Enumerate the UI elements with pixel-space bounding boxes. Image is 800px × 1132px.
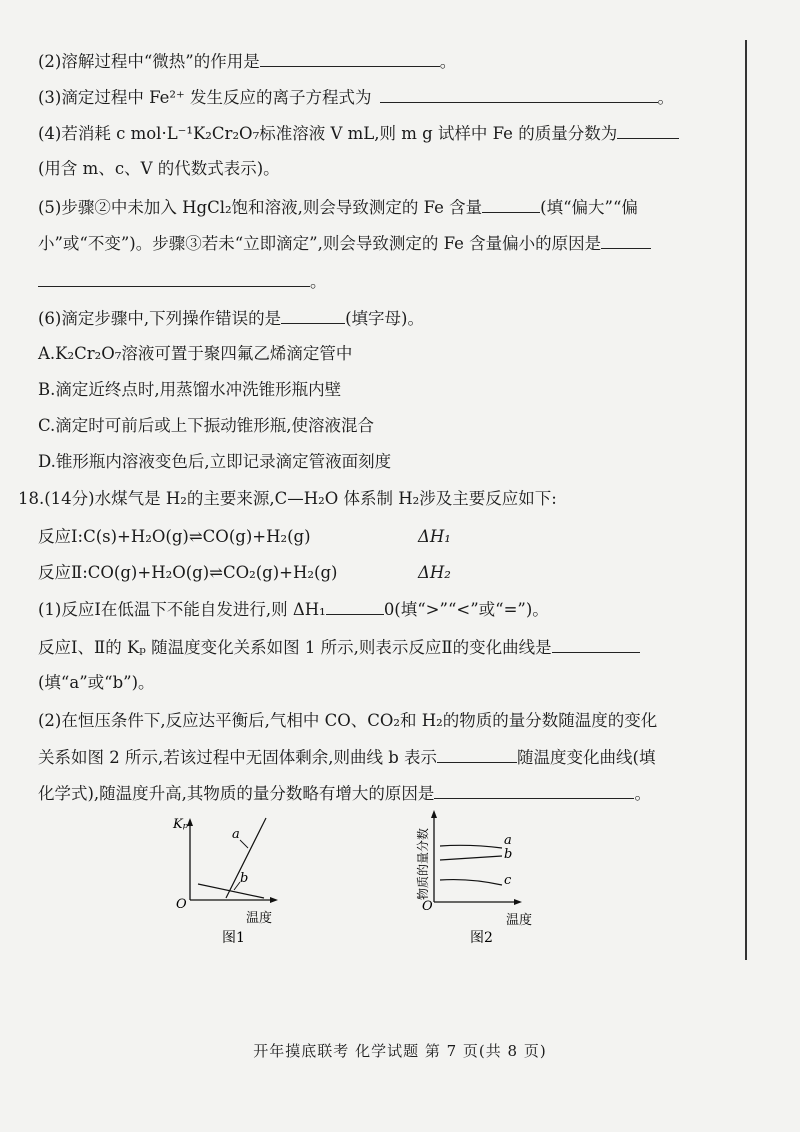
page-footer: 开年摸底联考 化学试题 第 7 页(共 8 页) [253,1042,547,1060]
fig1-caption: 图1 [222,930,245,946]
q17-part5-cont: 小”或“不变”)。步骤③若未“立即滴定”,则会导致测定的 Fe 含量偏小的原因是 [38,232,651,255]
fig1-ylabel: Kₚ [173,817,188,832]
fig2-y-arrow [431,810,437,818]
q18-part2-cont2: 化学式),随温度升高,其物质的量分数略有增大的原因是 。 [38,784,651,803]
q17-part2: (2)溶解过程中“微热”的作用是 。 [38,52,457,71]
answer-blank[interactable] [281,307,345,324]
figure-2 [410,806,550,952]
fig1-origin: O [176,897,187,912]
fig2-curve-b [440,856,502,860]
fig2-label-c: c [504,873,512,888]
answer-blank[interactable] [326,598,384,615]
q18-part1: (1)反应Ⅰ在低温下不能自发进行,则 ΔH₁ 0(填“>”“<”或“=”)。 [38,600,549,619]
fig2-caption: 图2 [470,930,493,946]
margin-rule [745,40,747,960]
q18-part1-fill: (填“a”或“b”)。 [38,673,155,692]
q17-part4: (4)若消耗 c mol·L⁻¹K₂Cr₂O₇标准溶液 V mL,则 m g 试样中 Fe 的质量分数为 [38,122,679,145]
answer-blank[interactable] [601,232,651,249]
figure-1 [160,812,310,952]
fig2-label-a: a [504,833,512,848]
fig1-label-a-leader [240,840,248,848]
fig2-curve-a [440,845,502,848]
q18-part1-kp: 反应Ⅰ、Ⅱ的 Kₚ 随温度变化关系如图 1 所示,则表示反应Ⅱ的变化曲线是 [38,636,640,659]
q18-header: 18.(14分)水煤气是 H₂的主要来源,C—H₂O 体系制 H₂涉及主要反应如下: [18,489,557,508]
fig2-curve-c [440,880,502,885]
answer-blank[interactable] [260,50,440,67]
answer-blank[interactable] [482,196,540,213]
fig2-ylabel: 物质的量分数 [416,827,430,900]
option-b: B.滴定近终点时,用蒸馏水冲洗锥形瓶内壁 [38,380,342,399]
fig1-curve-b [198,884,264,898]
q18-part2: (2)在恒压条件下,反应达平衡后,气相中 CO、CO₂和 H₂的物质的量分数随温度的变化 [38,711,658,730]
reaction-2: 反应Ⅱ:CO(g)+H₂O(g)⇌CO₂(g)+H₂(g) ΔH₂ [38,563,451,582]
answer-blank[interactable] [38,270,310,287]
fig1-x-arrow [270,897,278,903]
fig2-label-b: b [504,847,513,862]
reaction-1: 反应Ⅰ:C(s)+H₂O(g)⇌CO(g)+H₂(g) ΔH₁ [38,527,451,546]
fig1-xlabel: 温度 [246,911,273,926]
fig2-origin: O [422,899,433,914]
answer-blank[interactable] [380,86,658,103]
answer-blank[interactable] [437,746,517,763]
fig2-xlabel: 温度 [506,913,533,928]
q17-part6: (6)滴定步骤中,下列操作错误的是 (填字母)。 [38,309,424,328]
q17-part3: (3)滴定过程中 Fe²⁺ 发生反应的离子方程式为 。 [38,88,674,107]
option-c: C.滴定时可前后或上下振动锥形瓶,使溶液混合 [38,416,375,435]
q17-part5-blank-line: 。 [38,270,327,293]
fig1-label-b: b [240,871,249,886]
q17-part5: (5)步骤②中未加入 HgCl₂饱和溶液,则会导致测定的 Fe 含量 (填“偏大”“偏 [38,198,638,217]
q18-part2-cont: 关系如图 2 所示,若该过程中无固体剩余,则曲线 b 表示 随温度变化曲线(填 [38,748,656,767]
fig1-label-a: a [232,827,240,842]
option-a: A.K₂Cr₂O₇溶液可置于聚四氟乙烯滴定管中 [38,344,353,363]
answer-blank[interactable] [434,782,634,799]
answer-blank[interactable] [617,122,679,139]
option-d: D.锥形瓶内溶液变色后,立即记录滴定管液面刻度 [38,452,392,471]
fig2-x-arrow [514,899,522,905]
answer-blank[interactable] [552,636,640,653]
q17-part4-note: (用含 m、c、V 的代数式表示)。 [38,159,280,178]
